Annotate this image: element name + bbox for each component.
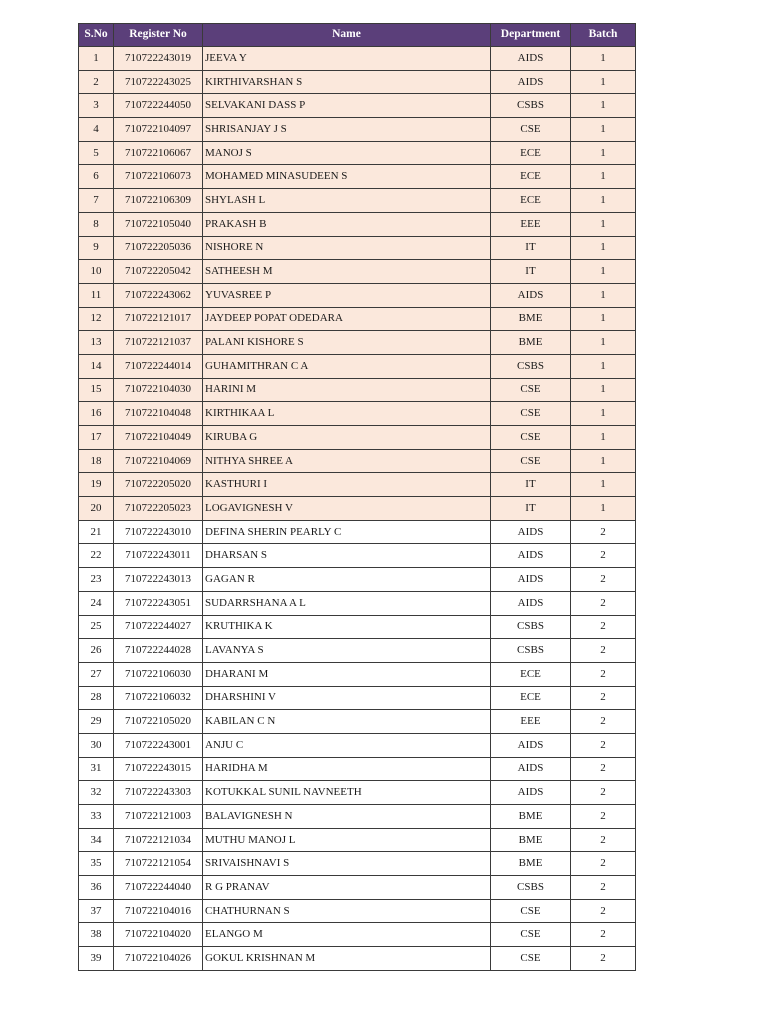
cell-batch: 1 [571, 283, 636, 307]
cell-department: CSBS [491, 615, 571, 639]
cell-sno: 35 [79, 852, 114, 876]
table-row [79, 212, 636, 236]
cell-sno: 20 [79, 497, 114, 521]
cell-department: ECE [491, 165, 571, 189]
cell-register-no: 710722121034 [114, 828, 203, 852]
cell-batch: 2 [571, 639, 636, 663]
cell-batch: 2 [571, 876, 636, 900]
cell-batch: 1 [571, 141, 636, 165]
cell-batch: 2 [571, 923, 636, 947]
cell-department: AIDS [491, 781, 571, 805]
cell-sno: 15 [79, 378, 114, 402]
cell-sno: 17 [79, 426, 114, 450]
student-batch-table-wrapper [78, 23, 636, 971]
cell-register-no: 710722105040 [114, 212, 203, 236]
cell-batch: 1 [571, 70, 636, 94]
cell-name: GUHAMITHRAN C A [203, 354, 491, 378]
cell-register-no: 710722243019 [114, 47, 203, 71]
cell-batch: 1 [571, 426, 636, 450]
table-row [79, 331, 636, 355]
cell-sno: 14 [79, 354, 114, 378]
cell-department: AIDS [491, 520, 571, 544]
student-batch-table [78, 23, 636, 971]
cell-department: AIDS [491, 47, 571, 71]
cell-batch: 2 [571, 733, 636, 757]
column-header-batch: Batch [571, 24, 636, 47]
cell-sno: 36 [79, 876, 114, 900]
table-row [79, 805, 636, 829]
cell-name: GOKUL KRISHNAN M [203, 947, 491, 971]
cell-register-no: 710722106309 [114, 189, 203, 213]
cell-department: CSBS [491, 639, 571, 663]
cell-batch: 1 [571, 331, 636, 355]
cell-department: CSBS [491, 354, 571, 378]
cell-register-no: 710722243011 [114, 544, 203, 568]
cell-name: SHRISANJAY J S [203, 118, 491, 142]
cell-register-no: 710722106073 [114, 165, 203, 189]
cell-name: LOGAVIGNESH V [203, 497, 491, 521]
table-row [79, 568, 636, 592]
cell-batch: 1 [571, 260, 636, 284]
cell-name: BALAVIGNESH N [203, 805, 491, 829]
cell-batch: 1 [571, 165, 636, 189]
cell-sno: 19 [79, 473, 114, 497]
cell-register-no: 710722105020 [114, 710, 203, 734]
table-row [79, 94, 636, 118]
cell-register-no: 710722243015 [114, 757, 203, 781]
cell-name: SHYLASH L [203, 189, 491, 213]
cell-register-no: 710722106067 [114, 141, 203, 165]
cell-name: SELVAKANI DASS P [203, 94, 491, 118]
cell-batch: 1 [571, 118, 636, 142]
cell-department: ECE [491, 189, 571, 213]
cell-sno: 11 [79, 283, 114, 307]
cell-batch: 1 [571, 189, 636, 213]
table-row [79, 876, 636, 900]
table-row [79, 236, 636, 260]
cell-name: SUDARRSHANA A L [203, 591, 491, 615]
cell-register-no: 710722244014 [114, 354, 203, 378]
cell-batch: 2 [571, 757, 636, 781]
cell-batch: 1 [571, 94, 636, 118]
cell-department: AIDS [491, 70, 571, 94]
table-row [79, 639, 636, 663]
cell-register-no: 710722244040 [114, 876, 203, 900]
cell-sno: 12 [79, 307, 114, 331]
table-body [79, 47, 636, 971]
cell-sno: 16 [79, 402, 114, 426]
cell-name: JEEVA Y [203, 47, 491, 71]
cell-name: SRIVAISHNAVI S [203, 852, 491, 876]
cell-name: R G PRANAV [203, 876, 491, 900]
cell-batch: 1 [571, 354, 636, 378]
cell-sno: 5 [79, 141, 114, 165]
cell-department: AIDS [491, 591, 571, 615]
table-row [79, 852, 636, 876]
cell-department: ECE [491, 141, 571, 165]
cell-department: CSE [491, 947, 571, 971]
cell-name: DEFINA SHERIN PEARLY C [203, 520, 491, 544]
cell-sno: 22 [79, 544, 114, 568]
table-row [79, 947, 636, 971]
cell-department: IT [491, 497, 571, 521]
cell-sno: 39 [79, 947, 114, 971]
cell-batch: 1 [571, 449, 636, 473]
cell-department: CSBS [491, 94, 571, 118]
cell-department: BME [491, 307, 571, 331]
cell-department: EEE [491, 212, 571, 236]
cell-register-no: 710722243013 [114, 568, 203, 592]
table-row [79, 544, 636, 568]
table-row [79, 426, 636, 450]
cell-sno: 30 [79, 733, 114, 757]
cell-register-no: 710722205023 [114, 497, 203, 521]
cell-department: ECE [491, 686, 571, 710]
cell-name: HARINI M [203, 378, 491, 402]
table-row [79, 402, 636, 426]
cell-department: AIDS [491, 733, 571, 757]
cell-name: CHATHURNAN S [203, 899, 491, 923]
cell-name: KABILAN C N [203, 710, 491, 734]
table-row [79, 733, 636, 757]
header-row [79, 24, 636, 47]
cell-department: CSE [491, 402, 571, 426]
cell-department: IT [491, 260, 571, 284]
cell-name: KASTHURI I [203, 473, 491, 497]
cell-name: MOHAMED MINASUDEEN S [203, 165, 491, 189]
cell-department: IT [491, 473, 571, 497]
cell-register-no: 710722121037 [114, 331, 203, 355]
table-row [79, 165, 636, 189]
table-row [79, 899, 636, 923]
cell-name: NISHORE N [203, 236, 491, 260]
cell-batch: 2 [571, 568, 636, 592]
cell-register-no: 710722243062 [114, 283, 203, 307]
table-row [79, 354, 636, 378]
table-row [79, 923, 636, 947]
cell-batch: 1 [571, 378, 636, 402]
cell-register-no: 710722104016 [114, 899, 203, 923]
cell-department: AIDS [491, 544, 571, 568]
cell-batch: 2 [571, 828, 636, 852]
table-row [79, 757, 636, 781]
cell-batch: 1 [571, 212, 636, 236]
cell-batch: 2 [571, 947, 636, 971]
cell-sno: 7 [79, 189, 114, 213]
cell-batch: 2 [571, 615, 636, 639]
column-header-sno: S.No [79, 24, 114, 47]
cell-sno: 2 [79, 70, 114, 94]
cell-batch: 2 [571, 805, 636, 829]
cell-sno: 10 [79, 260, 114, 284]
cell-register-no: 710722205020 [114, 473, 203, 497]
cell-register-no: 710722121003 [114, 805, 203, 829]
table-row [79, 189, 636, 213]
cell-sno: 29 [79, 710, 114, 734]
cell-department: CSE [491, 118, 571, 142]
cell-batch: 1 [571, 473, 636, 497]
cell-department: CSE [491, 426, 571, 450]
cell-register-no: 710722104026 [114, 947, 203, 971]
cell-department: BME [491, 828, 571, 852]
cell-batch: 2 [571, 662, 636, 686]
cell-batch: 2 [571, 899, 636, 923]
cell-register-no: 710722104048 [114, 402, 203, 426]
cell-name: PRAKASH B [203, 212, 491, 236]
cell-sno: 24 [79, 591, 114, 615]
cell-register-no: 710722244028 [114, 639, 203, 663]
cell-name: YUVASREE P [203, 283, 491, 307]
cell-sno: 27 [79, 662, 114, 686]
cell-department: CSE [491, 923, 571, 947]
cell-sno: 25 [79, 615, 114, 639]
cell-department: BME [491, 852, 571, 876]
cell-register-no: 710722104069 [114, 449, 203, 473]
cell-name: MUTHU MANOJ L [203, 828, 491, 852]
column-header-register-no: Register No [114, 24, 203, 47]
cell-register-no: 710722244050 [114, 94, 203, 118]
cell-name: MANOJ S [203, 141, 491, 165]
cell-register-no: 710722106030 [114, 662, 203, 686]
cell-batch: 2 [571, 544, 636, 568]
cell-department: AIDS [491, 568, 571, 592]
cell-name: KIRTHIVARSHAN S [203, 70, 491, 94]
cell-name: KRUTHIKA K [203, 615, 491, 639]
table-row [79, 710, 636, 734]
cell-department: CSBS [491, 876, 571, 900]
cell-name: PALANI KISHORE S [203, 331, 491, 355]
table-row [79, 47, 636, 71]
table-header [79, 24, 636, 47]
table-row [79, 141, 636, 165]
table-row [79, 283, 636, 307]
cell-name: JAYDEEP POPAT ODEDARA [203, 307, 491, 331]
column-header-name: Name [203, 24, 491, 47]
cell-department: CSE [491, 899, 571, 923]
cell-sno: 28 [79, 686, 114, 710]
cell-batch: 1 [571, 497, 636, 521]
table-row [79, 781, 636, 805]
cell-sno: 31 [79, 757, 114, 781]
cell-name: NITHYA SHREE A [203, 449, 491, 473]
cell-department: BME [491, 331, 571, 355]
cell-department: AIDS [491, 283, 571, 307]
cell-sno: 38 [79, 923, 114, 947]
cell-batch: 2 [571, 520, 636, 544]
table-row [79, 686, 636, 710]
table-row [79, 70, 636, 94]
cell-sno: 32 [79, 781, 114, 805]
table-row [79, 615, 636, 639]
table-row [79, 473, 636, 497]
cell-sno: 8 [79, 212, 114, 236]
cell-department: EEE [491, 710, 571, 734]
cell-batch: 1 [571, 402, 636, 426]
cell-department: ECE [491, 662, 571, 686]
cell-name: GAGAN R [203, 568, 491, 592]
cell-register-no: 710722104030 [114, 378, 203, 402]
cell-name: LAVANYA S [203, 639, 491, 663]
cell-sno: 21 [79, 520, 114, 544]
cell-department: AIDS [491, 757, 571, 781]
cell-sno: 9 [79, 236, 114, 260]
table-row [79, 260, 636, 284]
table-row [79, 497, 636, 521]
cell-register-no: 710722243025 [114, 70, 203, 94]
cell-batch: 1 [571, 47, 636, 71]
cell-name: SATHEESH M [203, 260, 491, 284]
cell-name: DHARSHINI V [203, 686, 491, 710]
cell-register-no: 710722205036 [114, 236, 203, 260]
table-row [79, 307, 636, 331]
cell-name: DHARSAN S [203, 544, 491, 568]
cell-sno: 34 [79, 828, 114, 852]
cell-sno: 6 [79, 165, 114, 189]
cell-batch: 2 [571, 852, 636, 876]
cell-register-no: 710722243303 [114, 781, 203, 805]
cell-name: ELANGO M [203, 923, 491, 947]
cell-sno: 18 [79, 449, 114, 473]
cell-register-no: 710722243051 [114, 591, 203, 615]
cell-register-no: 710722104049 [114, 426, 203, 450]
cell-department: BME [491, 805, 571, 829]
cell-sno: 26 [79, 639, 114, 663]
table-row [79, 520, 636, 544]
cell-name: HARIDHA M [203, 757, 491, 781]
cell-register-no: 710722205042 [114, 260, 203, 284]
cell-register-no: 710722243001 [114, 733, 203, 757]
cell-batch: 2 [571, 686, 636, 710]
cell-register-no: 710722243010 [114, 520, 203, 544]
cell-sno: 1 [79, 47, 114, 71]
table-row [79, 378, 636, 402]
cell-sno: 23 [79, 568, 114, 592]
cell-name: KIRTHIKAA L [203, 402, 491, 426]
cell-name: KOTUKKAL SUNIL NAVNEETH [203, 781, 491, 805]
cell-register-no: 710722121054 [114, 852, 203, 876]
cell-name: ANJU C [203, 733, 491, 757]
cell-register-no: 710722106032 [114, 686, 203, 710]
cell-sno: 4 [79, 118, 114, 142]
table-row [79, 449, 636, 473]
table-row [79, 118, 636, 142]
cell-department: CSE [491, 449, 571, 473]
cell-sno: 33 [79, 805, 114, 829]
cell-register-no: 710722104020 [114, 923, 203, 947]
cell-batch: 2 [571, 591, 636, 615]
cell-sno: 13 [79, 331, 114, 355]
cell-batch: 1 [571, 236, 636, 260]
cell-name: DHARANI M [203, 662, 491, 686]
cell-batch: 2 [571, 781, 636, 805]
cell-register-no: 710722121017 [114, 307, 203, 331]
cell-register-no: 710722104097 [114, 118, 203, 142]
cell-department: CSE [491, 378, 571, 402]
table-row [79, 828, 636, 852]
cell-sno: 37 [79, 899, 114, 923]
cell-department: IT [491, 236, 571, 260]
cell-batch: 2 [571, 710, 636, 734]
cell-name: KIRUBA G [203, 426, 491, 450]
table-row [79, 591, 636, 615]
column-header-department: Department [491, 24, 571, 47]
cell-batch: 1 [571, 307, 636, 331]
cell-sno: 3 [79, 94, 114, 118]
table-row [79, 662, 636, 686]
cell-register-no: 710722244027 [114, 615, 203, 639]
